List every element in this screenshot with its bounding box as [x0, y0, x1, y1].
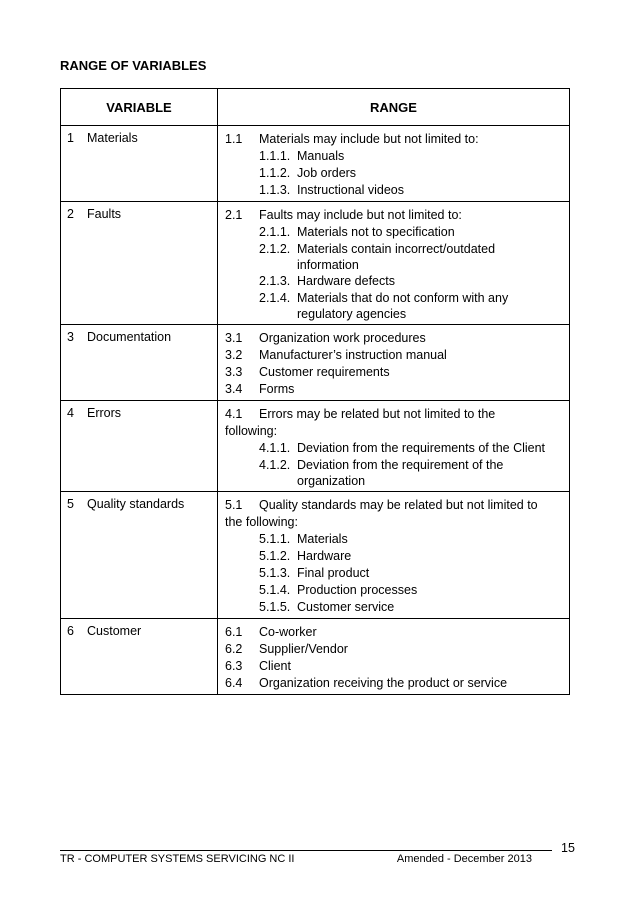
range-subitem-continuation: organization	[297, 474, 366, 488]
range-subitem-text: Manuals	[297, 149, 345, 163]
variable-cell	[61, 126, 218, 202]
variable-cell	[61, 202, 218, 325]
range-subitem	[225, 457, 563, 474]
header-range: RANGE	[218, 89, 570, 126]
range-subitem-text: Deviation from the requirements of the Client	[297, 441, 546, 455]
range-item-text: Co-worker	[259, 625, 317, 639]
range-subitem-text: Materials contain incorrect/outdated	[297, 242, 496, 256]
range-subitem-number: 5.1.3.	[259, 566, 291, 580]
variable-name: Materials	[87, 131, 138, 145]
range-item-number: 5.1	[225, 498, 243, 512]
range-item-continuation: following:	[225, 424, 278, 438]
variable-cell	[61, 401, 218, 492]
table-row	[61, 126, 570, 202]
table-row	[61, 492, 570, 619]
range-item-number: 6.3	[225, 659, 243, 673]
table-body	[61, 126, 570, 695]
range-cell	[218, 126, 570, 202]
range-item-number: 3.1	[225, 331, 243, 345]
range-item-number: 3.4	[225, 382, 243, 396]
range-subitem	[225, 241, 563, 258]
range-subitem-text: Production processes	[297, 583, 418, 597]
variable-number: 2	[67, 207, 74, 221]
range-subitem-text: Deviation from the requirement of the	[297, 458, 504, 472]
range-item-text: Forms	[259, 382, 295, 396]
range-item-text: Manufacturer’s instruction manual	[259, 348, 447, 362]
range-item	[225, 406, 563, 423]
range-item	[225, 641, 563, 658]
range-item-continuation: the following:	[225, 515, 298, 529]
range-subitem-continuation: information	[297, 258, 359, 272]
variable-number: 5	[67, 497, 74, 511]
range-subitem-number: 1.1.2.	[259, 166, 291, 180]
range-item-text: Materials may include but not limited to:	[259, 132, 479, 146]
range-subitem-number: 4.1.2.	[259, 458, 291, 472]
range-subitem	[225, 165, 563, 182]
range-item	[225, 347, 563, 364]
variable-number: 1	[67, 131, 74, 145]
range-item	[225, 675, 563, 692]
variable-cell	[61, 492, 218, 619]
range-cell	[218, 619, 570, 695]
table-row	[61, 619, 570, 695]
range-item-text: Faults may include but not limited to:	[259, 208, 462, 222]
range-cell	[218, 492, 570, 619]
range-item	[225, 497, 563, 514]
variable-number: 6	[67, 624, 74, 638]
range-item	[225, 624, 563, 641]
range-item-number: 6.4	[225, 676, 243, 690]
range-item-text: Supplier/Vendor	[259, 642, 348, 656]
variable-cell	[61, 619, 218, 695]
range-item-text: Client	[259, 659, 291, 673]
page-title: RANGE OF VARIABLES	[60, 58, 207, 73]
range-item-number: 1.1	[225, 132, 243, 146]
page-number: 15	[561, 841, 575, 855]
range-subitem-text: Materials	[297, 532, 348, 546]
range-cell	[218, 401, 570, 492]
range-item	[225, 207, 563, 224]
range-subitem-text: Hardware defects	[297, 274, 395, 288]
table-row	[61, 401, 570, 492]
range-cell	[218, 202, 570, 325]
range-subitem-number: 5.1.5.	[259, 600, 291, 614]
range-subitem-continuation: regulatory agencies	[297, 307, 407, 321]
range-item-number: 4.1	[225, 407, 243, 421]
range-subitem-text: Hardware	[297, 549, 352, 563]
range-item	[225, 381, 563, 398]
range-subitem-number: 2.1.3.	[259, 274, 291, 288]
range-item	[225, 330, 563, 347]
table-row	[61, 325, 570, 401]
range-cell	[218, 325, 570, 401]
range-subitem-number: 5.1.2.	[259, 549, 291, 563]
range-subitem-number: 1.1.3.	[259, 183, 291, 197]
range-item	[225, 131, 563, 148]
range-subitem	[225, 290, 563, 307]
range-subitem	[225, 440, 563, 457]
range-item-text: Organization work procedures	[259, 331, 426, 345]
footer-document-title: TR - COMPUTER SYSTEMS SERVICING NC II	[60, 853, 295, 865]
footer-rule	[60, 850, 552, 851]
range-subitem	[225, 599, 563, 616]
range-subitem-number: 2.1.1.	[259, 225, 291, 239]
range-subitem-number: 4.1.1.	[259, 441, 291, 455]
range-item-number: 6.1	[225, 625, 243, 639]
range-subitem	[225, 531, 563, 548]
range-subitem-text: Materials not to specification	[297, 225, 455, 239]
variable-cell	[61, 325, 218, 401]
range-subitem-text: Final product	[297, 566, 370, 580]
range-subitem-number: 2.1.4.	[259, 291, 291, 305]
range-item-number: 6.2	[225, 642, 243, 656]
variable-name: Quality standards	[87, 497, 185, 511]
range-subitem	[225, 273, 563, 290]
range-of-variables-table	[60, 88, 570, 695]
range-subitem-text: Instructional videos	[297, 183, 405, 197]
variable-name: Errors	[87, 406, 122, 420]
variable-name: Faults	[87, 207, 122, 221]
range-subitem	[225, 182, 563, 199]
range-item-text: Organization receiving the product or service	[259, 676, 508, 690]
range-subitem-number: 5.1.1.	[259, 532, 291, 546]
range-subitem-number: 2.1.2.	[259, 242, 291, 256]
header-variable: VARIABLE	[61, 89, 218, 126]
range-item-number: 3.3	[225, 365, 243, 379]
variable-number: 3	[67, 330, 74, 344]
range-subitem-text: Customer service	[297, 600, 395, 614]
range-subitem	[225, 582, 563, 599]
variable-number: 4	[67, 406, 74, 420]
range-subitem	[225, 548, 563, 565]
range-item-text: Customer requirements	[259, 365, 390, 379]
range-item-number: 3.2	[225, 348, 243, 362]
table-header-row	[61, 89, 570, 126]
variable-name: Customer	[87, 624, 142, 638]
range-subitem-text: Job orders	[297, 166, 357, 180]
range-item	[225, 364, 563, 381]
range-item-text: Quality standards may be related but not limited to	[259, 498, 538, 512]
variable-name: Documentation	[87, 330, 172, 344]
range-subitem-number: 5.1.4.	[259, 583, 291, 597]
range-subitem	[225, 224, 563, 241]
range-item	[225, 658, 563, 675]
range-subitem	[225, 148, 563, 165]
range-subitem	[225, 565, 563, 582]
table-row	[61, 202, 570, 325]
range-subitem-text: Materials that do not conform with any	[297, 291, 509, 305]
range-subitem-number: 1.1.1.	[259, 149, 291, 163]
range-item-number: 2.1	[225, 208, 243, 222]
footer-amended-date: Amended - December 2013	[396, 853, 532, 865]
range-item-text: Errors may be related but not limited to the	[259, 407, 496, 421]
